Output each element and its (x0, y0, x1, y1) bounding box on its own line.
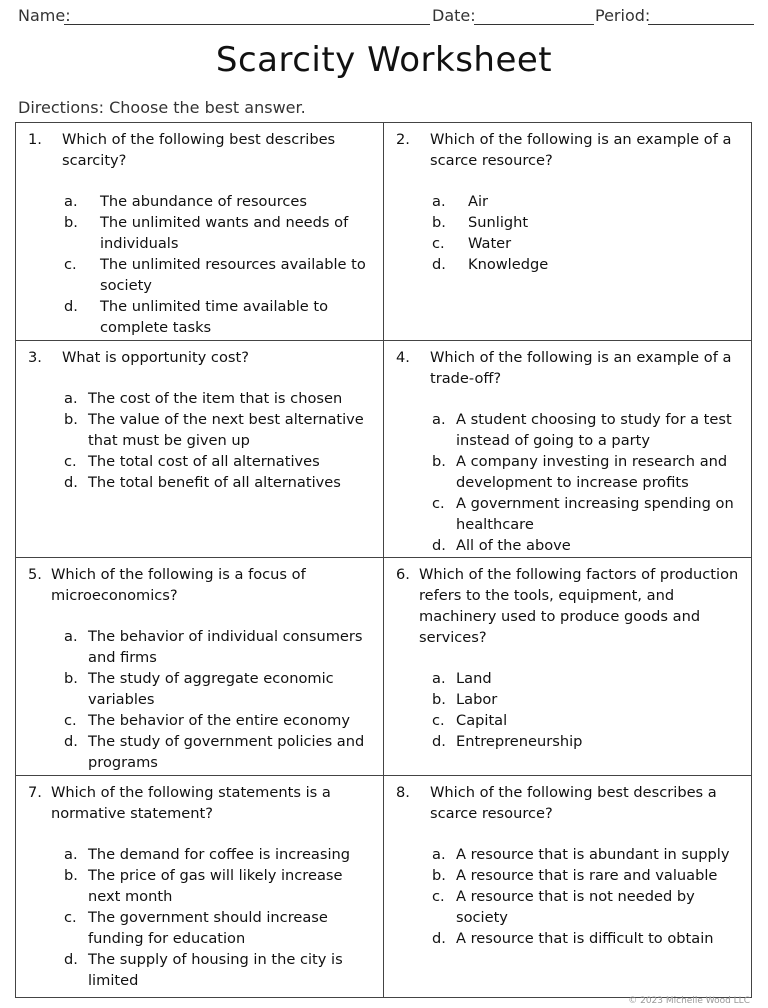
option-letter: c. (64, 256, 77, 273)
period-field-line[interactable] (648, 24, 754, 25)
option-text: Sunlight (468, 214, 529, 231)
question-text: Which of the following statements is a normative statement? (51, 784, 331, 822)
answer-option[interactable] (396, 451, 739, 493)
question-cell-2 (384, 123, 751, 341)
option-letter: d. (432, 256, 446, 273)
option-text: The unlimited time available to complete tasks (100, 298, 329, 336)
answer-option[interactable] (28, 409, 371, 451)
option-text: The value of the next best alternative that must be given up (88, 411, 364, 449)
answer-option[interactable] (396, 928, 739, 949)
option-text: A student choosing to study for a test instead of going to a party (456, 411, 732, 449)
option-letter: d. (64, 298, 78, 315)
options-list (28, 626, 371, 773)
option-text: The study of aggregate economic variables (88, 670, 334, 708)
answer-option[interactable] (396, 212, 739, 233)
options-list (396, 668, 739, 752)
option-letter: b. (432, 867, 446, 884)
question-8 (396, 782, 739, 824)
directions-text: Directions: Choose the best answer. (18, 98, 306, 117)
option-text: All of the above (456, 537, 571, 554)
option-text: The demand for coffee is increasing (88, 846, 351, 863)
option-letter: c. (64, 712, 77, 729)
question-cell-6 (384, 558, 751, 776)
page-title: Scarcity Worksheet (215, 40, 553, 80)
answer-option[interactable] (396, 689, 739, 710)
option-text: The behavior of the entire economy (88, 712, 351, 729)
name-label: Name: (18, 6, 71, 25)
answer-option[interactable] (28, 626, 371, 668)
option-text: Knowledge (468, 256, 549, 273)
answer-option[interactable] (396, 731, 739, 752)
answer-option[interactable] (28, 731, 371, 773)
question-cell-8 (384, 776, 751, 997)
option-letter: a. (64, 390, 78, 407)
question-number: 5. (28, 566, 42, 583)
option-letter: d. (64, 474, 78, 491)
option-text: A company investing in research and development to increase profits (456, 453, 728, 491)
question-6 (396, 564, 739, 648)
answer-option[interactable] (28, 907, 371, 949)
option-letter: d. (64, 733, 78, 750)
answer-option[interactable] (28, 254, 371, 296)
option-text: Land (456, 670, 492, 687)
answer-option[interactable] (28, 949, 371, 991)
option-letter: b. (432, 214, 446, 231)
question-text: Which of the following best describes scarcity? (62, 131, 336, 169)
question-text: Which of the following best describes a scarce resource? (430, 784, 717, 822)
answer-option[interactable] (396, 535, 739, 556)
question-2 (396, 129, 739, 171)
options-list (28, 191, 371, 338)
question-text: Which of the following is a focus of microeconomics? (51, 566, 306, 604)
option-text: The abundance of resources (100, 193, 308, 210)
answer-option[interactable] (28, 865, 371, 907)
answer-option[interactable] (28, 212, 371, 254)
option-letter: c. (64, 453, 77, 470)
option-text: The cost of the item that is chosen (88, 390, 343, 407)
question-text: Which of the following is an example of a trade-off? (430, 349, 732, 387)
option-letter: d. (432, 537, 446, 554)
questions-grid (15, 122, 752, 998)
answer-option[interactable] (28, 451, 371, 472)
options-list (396, 191, 739, 275)
answer-option[interactable] (396, 254, 739, 275)
answer-option[interactable] (396, 668, 739, 689)
answer-option[interactable] (396, 191, 739, 212)
date-field-line[interactable] (474, 24, 594, 25)
question-7 (28, 782, 371, 824)
option-letter: a. (64, 193, 78, 210)
option-letter: c. (64, 909, 77, 926)
question-1 (28, 129, 371, 171)
option-letter: a. (432, 846, 446, 863)
question-3 (28, 347, 371, 368)
option-text: The price of gas will likely increase next month (88, 867, 343, 905)
answer-option[interactable] (396, 710, 739, 731)
copyright-notice: © 2023 Michelle Wood LLC (628, 996, 750, 1006)
question-number: 7. (28, 784, 42, 801)
option-letter: b. (64, 867, 78, 884)
answer-option[interactable] (28, 668, 371, 710)
question-number: 8. (396, 784, 410, 801)
question-number: 3. (28, 349, 42, 366)
option-text: Capital (456, 712, 508, 729)
answer-option[interactable] (28, 296, 371, 338)
option-text: The total benefit of all alternatives (88, 474, 341, 491)
option-text: Water (468, 235, 512, 252)
period-label: Period: (595, 6, 651, 25)
answer-option[interactable] (28, 472, 371, 493)
option-letter: b. (64, 411, 78, 428)
option-text: The behavior of individual consumers and firms (88, 628, 363, 666)
options-list (28, 844, 371, 991)
option-letter: c. (432, 235, 445, 252)
option-text: Labor (456, 691, 498, 708)
option-letter: a. (432, 193, 446, 210)
date-label: Date: (432, 6, 476, 25)
option-text: The unlimited wants and needs of individuals (100, 214, 349, 252)
option-letter: d. (432, 930, 446, 947)
option-text: A resource that is not needed by society (456, 888, 695, 926)
option-text: The government should increase funding for education (88, 909, 328, 947)
name-field-line[interactable] (64, 24, 430, 25)
answer-option[interactable] (28, 191, 371, 212)
question-cell-5 (16, 558, 384, 776)
option-letter: a. (64, 628, 78, 645)
answer-option[interactable] (396, 844, 739, 865)
question-text: Which of the following factors of production refers to the tools, equipment, and machinery used to produce goods and services? (419, 566, 739, 646)
question-text: What is opportunity cost? (62, 349, 249, 366)
question-number: 4. (396, 349, 410, 366)
option-text: A government increasing spending on healthcare (456, 495, 734, 533)
question-cell-3 (16, 341, 384, 558)
option-letter: a. (432, 411, 446, 428)
answer-option[interactable] (28, 388, 371, 409)
question-4 (396, 347, 739, 389)
answer-option[interactable] (396, 865, 739, 886)
student-info-header (18, 4, 754, 28)
option-letter: c. (432, 495, 445, 512)
question-cell-1 (16, 123, 384, 341)
option-letter: a. (432, 670, 446, 687)
option-text: A resource that is abundant in supply (456, 846, 730, 863)
option-letter: b. (432, 453, 446, 470)
question-5 (28, 564, 371, 606)
question-text: Which of the following is an example of a scarce resource? (430, 131, 732, 169)
question-number: 1. (28, 131, 42, 148)
question-number: 6. (396, 566, 410, 583)
option-letter: c. (432, 888, 445, 905)
option-text: Entrepreneurship (456, 733, 583, 750)
answer-option[interactable] (28, 710, 371, 731)
option-text: Air (468, 193, 489, 210)
option-text: A resource that is difficult to obtain (456, 930, 714, 947)
option-letter: b. (64, 670, 78, 687)
question-number: 2. (396, 131, 410, 148)
options-list (396, 409, 739, 556)
option-letter: b. (64, 214, 78, 231)
answer-option[interactable] (396, 886, 739, 928)
question-cell-4 (384, 341, 751, 558)
option-text: The unlimited resources available to society (100, 256, 366, 294)
answer-option[interactable] (396, 493, 739, 535)
answer-option[interactable] (396, 233, 739, 254)
option-text: A resource that is rare and valuable (456, 867, 718, 884)
option-letter: b. (432, 691, 446, 708)
options-list (396, 844, 739, 949)
options-list (28, 388, 371, 493)
answer-option[interactable] (28, 844, 371, 865)
option-letter: c. (432, 712, 445, 729)
option-text: The total cost of all alternatives (88, 453, 320, 470)
option-letter: d. (432, 733, 446, 750)
answer-option[interactable] (396, 409, 739, 451)
question-cell-7 (16, 776, 384, 997)
option-text: The supply of housing in the city is limited (88, 951, 343, 989)
option-letter: d. (64, 951, 78, 968)
option-text: The study of government policies and programs (88, 733, 365, 771)
option-letter: a. (64, 846, 78, 863)
